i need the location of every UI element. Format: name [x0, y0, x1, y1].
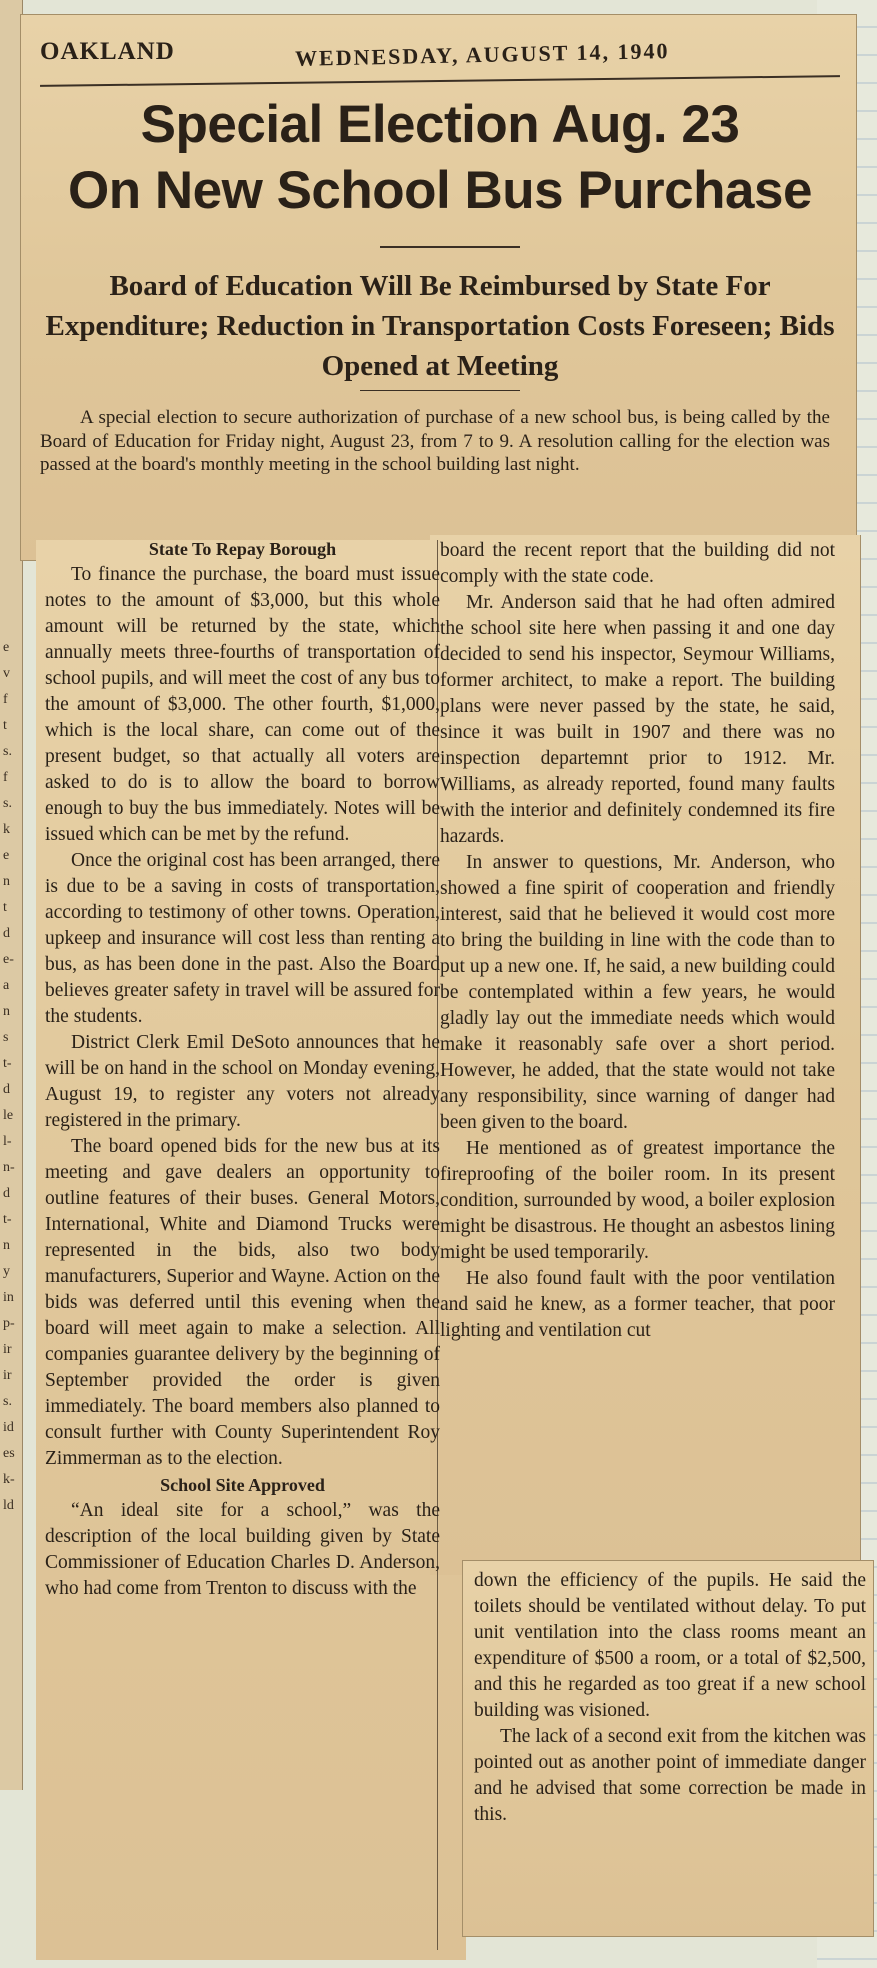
paragraph: Once the original cost has been arranged, there is due to be a saving in costs of transportation, according to testimony of other towns. Operation, upkeep and insurance will cost less than renting a bus, as has been done in the past. Also the Board believes greater safety in travel will be assured for the students.: [45, 850, 440, 1027]
paragraph: District Clerk Emil DeSoto announces that he will be on hand in the school on Monday evening, August 19, to register any voters not already registered in the primary.: [45, 1032, 440, 1131]
margin-fragment: k-: [3, 1472, 15, 1487]
margin-fragment: d: [3, 1082, 10, 1097]
margin-fragment: v: [3, 666, 10, 681]
margin-fragment: t-: [3, 1212, 12, 1227]
margin-fragment: n-: [3, 1160, 15, 1175]
article-column-right: [440, 538, 835, 1344]
margin-fragment: ld: [3, 1498, 14, 1513]
masthead: [40, 30, 840, 80]
paragraph: Mr. Anderson said that he had often admired the school site here when passing it and one day decided to send his inspector, Seymour Williams, former architect, to make a report. The building plans were never passed by the state, he said, since it was built in 1907 and there was no inspection departemnt prior to 1912. Mr. Williams, as already reported, found many faults with the interior and definitely condemned its fire hazards.: [440, 592, 835, 847]
margin-fragment: d: [3, 926, 10, 941]
paragraph: He mentioned as of greatest importance the fireproofing of the boiler room. In its present condition, surrounded by wood, a boiler explosion might be disastrous. He thought an asbestos lining might be used temporarily.: [440, 1138, 835, 1263]
margin-fragment: l-: [3, 1134, 12, 1149]
margin-fragment: t: [3, 718, 7, 733]
headline-divider: [380, 246, 520, 248]
paragraph: board the recent report that the building did not comply with the state code.: [440, 540, 835, 587]
section-subhead-state-repay: State To Repay Borough: [148, 539, 337, 559]
margin-fragment: s: [3, 1030, 9, 1045]
margin-fragment: k: [3, 822, 10, 837]
subheadline: Board of Education Will Be Reimbursed by State For Expenditure; Reduction in Transportation Costs Foreseen; Bids Opened at Meeting: [45, 270, 835, 382]
margin-fragment: ir: [3, 1368, 12, 1383]
headline: [30, 92, 850, 224]
margin-fragment: p-: [3, 1316, 15, 1331]
subhead-divider: [360, 390, 520, 391]
article-column-continued: [474, 1568, 866, 1828]
margin-fragment: es: [3, 1446, 15, 1461]
masthead-date: WEDNESDAY, AUGUST 14, 1940: [294, 38, 670, 71]
margin-fragment: s.: [3, 796, 12, 811]
paragraph: The board opened bids for the new bus at its meeting and gave dealers an opportunity to outline features of their buses. General Motors, International, White and Diamond Trucks were represented in the bids, also two body manufacturers, Superior and Wayne. Action on the bids was deferred until this evening when the board will meet again to make a selection. All companies guarantee delivery by the beginning of September provided the order is given immediately. The board members also planned to consult further with County Superintendent Roy Zimmerman as to the election.: [45, 1136, 440, 1469]
margin-fragment: e-: [3, 952, 14, 967]
margin-fragment: e: [3, 848, 10, 863]
margin-fragment: id: [3, 1420, 14, 1435]
margin-fragment: d: [3, 1186, 10, 1201]
headline-line-1: Special Election Aug. 23: [140, 95, 740, 154]
paragraph: To finance the purchase, the board must issue notes to the amount of $3,000, but this whole amount will be returned by the state, which annually meets three-fourths of transportation of school pupils, and will meet the cost of any bus to the amount of $3,000. The other fourth, $1,000, which is the local share, can come out of the present budget, so that actually all voters are asked to do is to allow the board to borrow enough to buy the bus immediately. Notes will be issued which can be met by the refund.: [45, 564, 440, 845]
paragraph: In answer to questions, Mr. Anderson, who showed a fine spirit of cooperation and friendly interest, said that he believed it would cost more to bring the building in line with the code than to put up a new one. If, he said, a new building could be contemplated within a few years, he would gladly lay out the immediate needs which would make it reasonably safe over a short period. However, he added, that the state would not take any responsibility, since warning of danger had been given to the board.: [440, 852, 835, 1133]
margin-fragment: f: [3, 770, 8, 785]
margin-fragment: ir: [3, 1342, 12, 1357]
margin-fragment: e: [3, 640, 10, 655]
lead-paragraph: A special election to secure authorization of purchase of a new school bus, is being called by the Board of Education for Friday night, August 23, from 7 to 9. A resolution calling for the election was passed at the board's monthly meeting in the school building last night.: [40, 407, 830, 475]
margin-fragment: n: [3, 1004, 10, 1019]
margin-fragment: f: [3, 692, 8, 707]
margin-fragment: y: [3, 1264, 10, 1279]
margin-fragment: n: [3, 874, 10, 889]
margin-fragment: s.: [3, 1394, 12, 1409]
paragraph: He also found fault with the poor ventilation and said he knew, as a former teacher, that poor lighting and ventilation cut: [440, 1268, 835, 1341]
margin-fragment: t: [3, 900, 7, 915]
margin-fragment: n: [3, 1238, 10, 1253]
margin-fragment: le: [3, 1108, 14, 1123]
margin-fragment: s.: [3, 744, 12, 759]
section-subhead-school-site: School Site Approved: [160, 1475, 325, 1495]
headline-line-2: On New School Bus Purchase: [68, 161, 812, 220]
paragraph: “An ideal site for a school,” was the description of the local building given by State Commissioner of Education Charles D. Anderson, who had come from Trenton to discuss with the: [45, 1500, 440, 1599]
article-column-left: [45, 536, 440, 1602]
margin-fragment: a: [3, 978, 10, 993]
margin-fragment: in: [3, 1290, 14, 1305]
margin-fragment: t-: [3, 1056, 12, 1071]
paragraph: down the efficiency of the pupils. He said the toilets should be ventilated without delay. To put unit ventilation into the class rooms meant an expenditure of $500 a room, or a total of $2,500, and this he regarded as too great if a new school building was visioned.: [474, 1570, 866, 1721]
paragraph: The lack of a second exit from the kitchen was pointed out as another point of immediate danger and he advised that some correction be made in this.: [474, 1726, 866, 1825]
masthead-city: OAKLAND: [40, 38, 175, 65]
